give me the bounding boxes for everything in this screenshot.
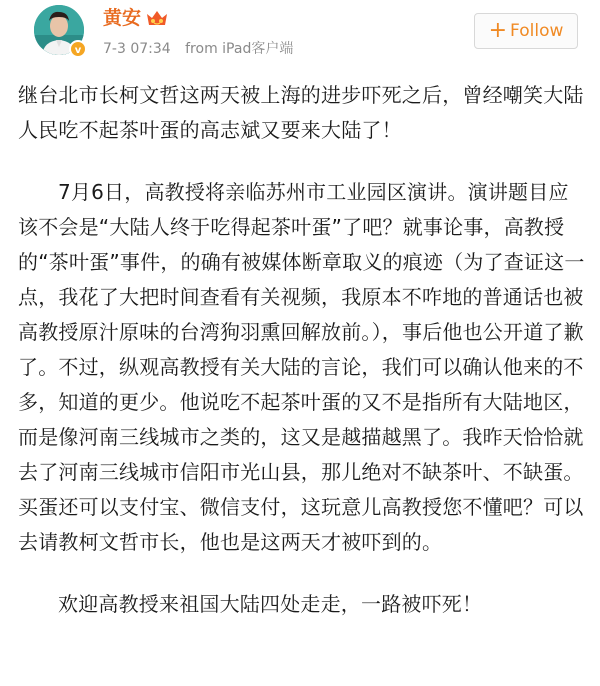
post-header — [0, 0, 600, 68]
plus-icon: + — [488, 18, 508, 43]
post-source: from iPad客户端 — [185, 41, 294, 57]
follow-label: Follow — [510, 21, 564, 41]
verified-badge-icon — [69, 40, 87, 58]
post-meta — [103, 40, 293, 58]
vip-crown-icon[interactable] — [145, 8, 169, 28]
post-paragraph-2: 7月6日，高教授将亲临苏州市工业园区演讲。演讲题目应该不会是“大陆人终于吃得起茶叶蛋”了吧？就事论事，高教授的“茶叶蛋”事件，的确有被媒体断章取义的痕迹（为了查证这一点，我花了大把时间查看有关视频，我原本不咋地的普通话也被高教授原汁原味的台湾狗羽熏回解放前。），事后他也公开道了歉了。不过，纵观高教授有关大陆的言论，我们可以确认他来的不多，知道的更少。他说吃不起茶叶蛋的又不是指所有大陆地区，而是像河南三线城市之类的，这又是越描越黑了。我昨天恰恰就去了河南三线城市信阳市光山县，那儿绝对不缺茶叶、不缺蛋。买蛋还可以支付宝、微信支付，这玩意儿高教授您不懂吧？可以去请教柯文哲市长，他也是这两天才被吓到的。 — [18, 180, 585, 554]
post-content — [18, 78, 586, 622]
post-paragraph-3: 欢迎高教授来祖国大陆四处走走，一路被吓死！ — [58, 592, 483, 616]
post-paragraph-1: 继台北市长柯文哲这两天被上海的进步吓死之后，曾经嘲笑大陆人民吃不起茶叶蛋的高志斌又要来大陆了！ — [18, 83, 584, 142]
post-time[interactable]: 7-3 07:34 — [103, 41, 171, 57]
avatar-container[interactable] — [34, 5, 84, 55]
author-name[interactable]: 黄安 — [103, 7, 142, 29]
follow-button[interactable] — [474, 13, 578, 49]
svg-text:v: v — [74, 45, 82, 56]
